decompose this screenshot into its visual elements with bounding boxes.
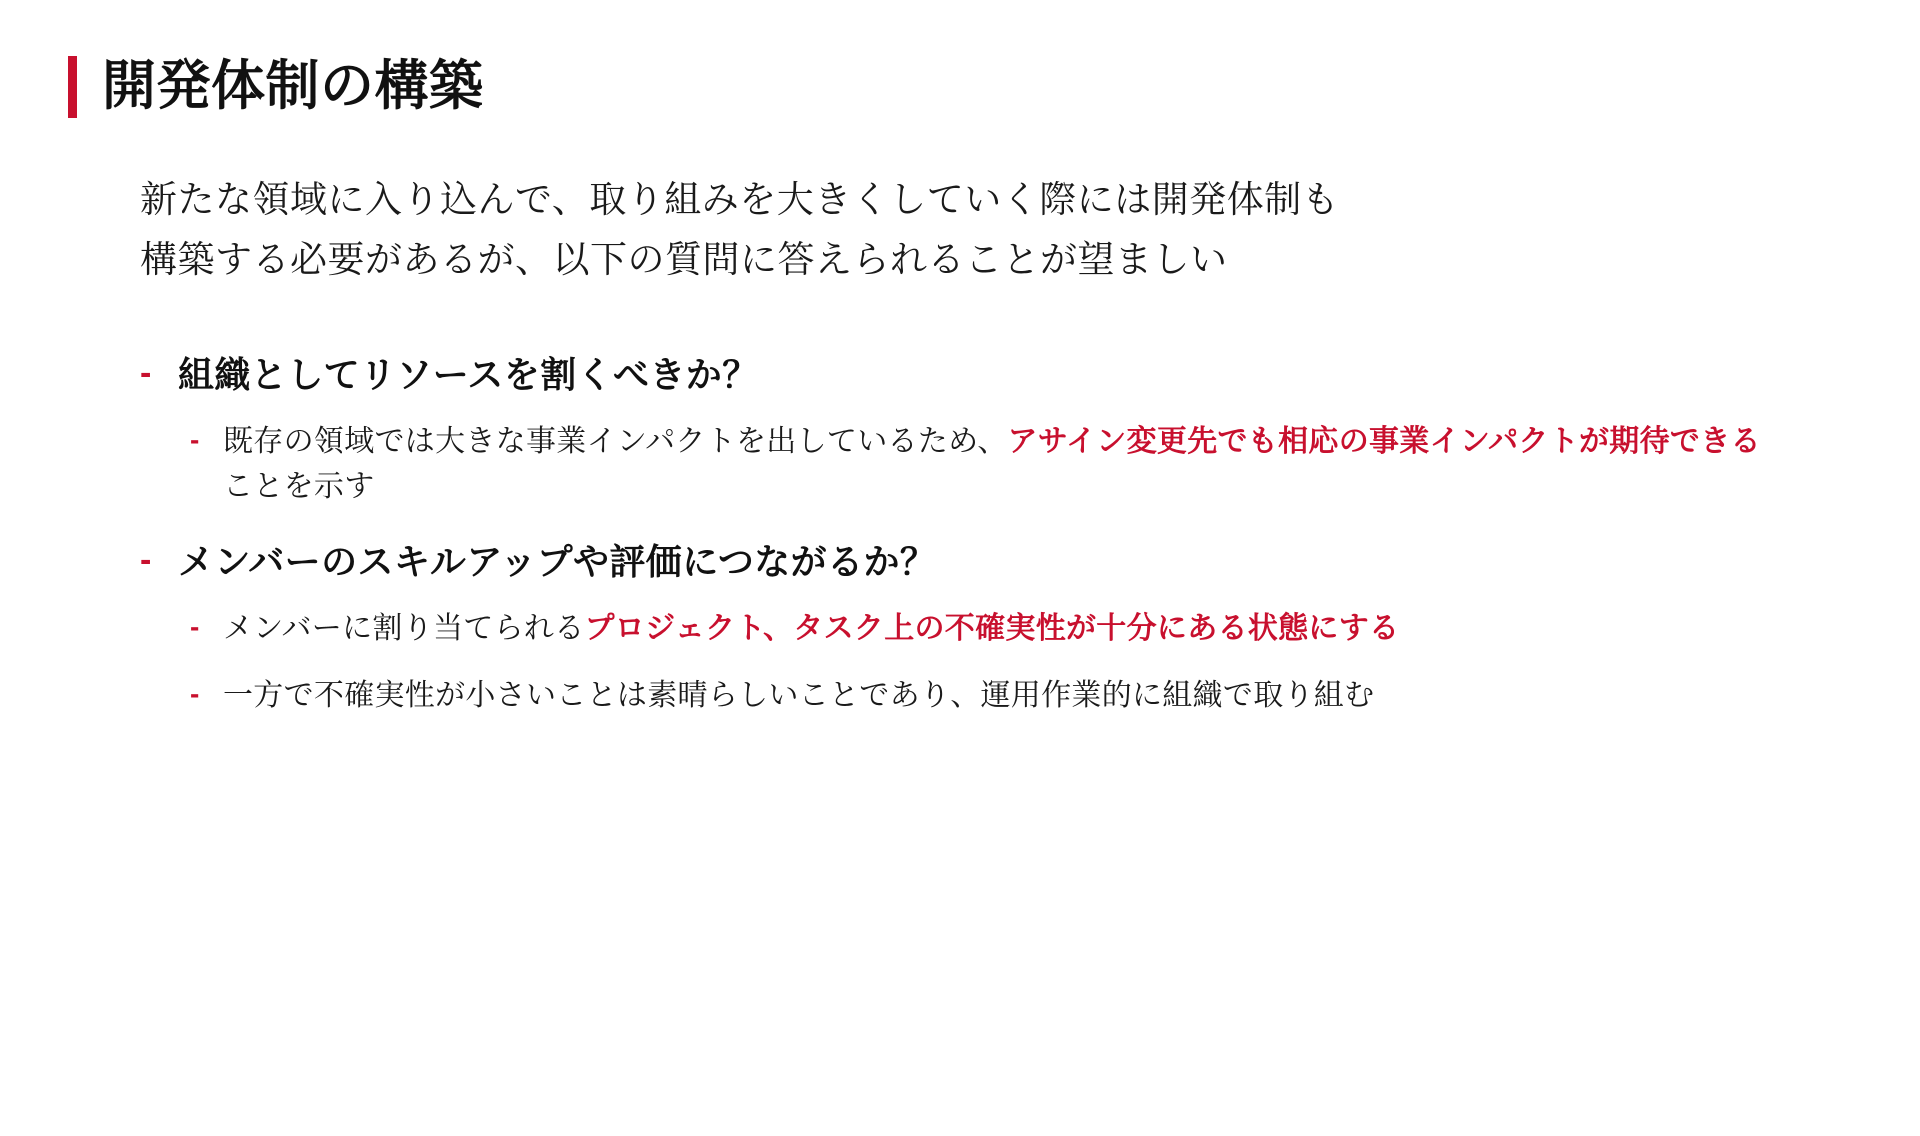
- list-item: [190, 606, 1920, 651]
- list-item: [190, 673, 1920, 718]
- list-item-text: [223, 673, 1374, 718]
- list-item-heading: [140, 352, 1920, 397]
- lead-paragraph: [140, 170, 1780, 290]
- lead-line-1: 新たな領域に入り込んで、取り組みを大きくしていく際には開発体制も: [140, 179, 1340, 220]
- bullet-list: [140, 352, 1920, 718]
- text-segment-highlight: プロジェクト、タスク上の不確実性が十分にある状態にする: [584, 611, 1400, 645]
- slide: [0, 56, 1920, 1136]
- page-title: [68, 56, 1920, 118]
- text-segment-highlight: アサイン変更先でも相応の事業インパクトが期待できる: [1007, 424, 1761, 458]
- list-item-text: [223, 419, 1783, 509]
- text-segment: 既存の領域では大きな事業インパクトを出しているため、: [223, 424, 1008, 458]
- dash-marker-icon: -: [190, 423, 200, 455]
- section-heading-text: メンバーのスキルアップや評価につながるか？: [178, 540, 937, 582]
- list-item-text: [223, 606, 1399, 651]
- text-segment: メンバーに割り当てられる: [223, 611, 585, 645]
- section-heading-text: 組織としてリソースを割くべきか？: [178, 353, 759, 395]
- title-text: 開発体制の構築: [102, 56, 484, 117]
- dash-marker-icon: -: [190, 610, 200, 642]
- text-segment: 一方で不確実性が小さいことは素晴らしいことであり、運用作業的に組織で取り組む: [223, 678, 1375, 712]
- dash-marker-icon: -: [140, 540, 152, 579]
- title-accent-bar: [68, 56, 77, 118]
- text-segment: ことを示す: [223, 469, 375, 503]
- dash-marker-icon: -: [140, 353, 152, 392]
- list-item-heading: [140, 539, 1920, 584]
- dash-marker-icon: -: [190, 677, 200, 709]
- lead-line-2: 構築する必要があるが、以下の質問に答えられることが望ましい: [140, 238, 1228, 280]
- list-item: [190, 419, 1920, 509]
